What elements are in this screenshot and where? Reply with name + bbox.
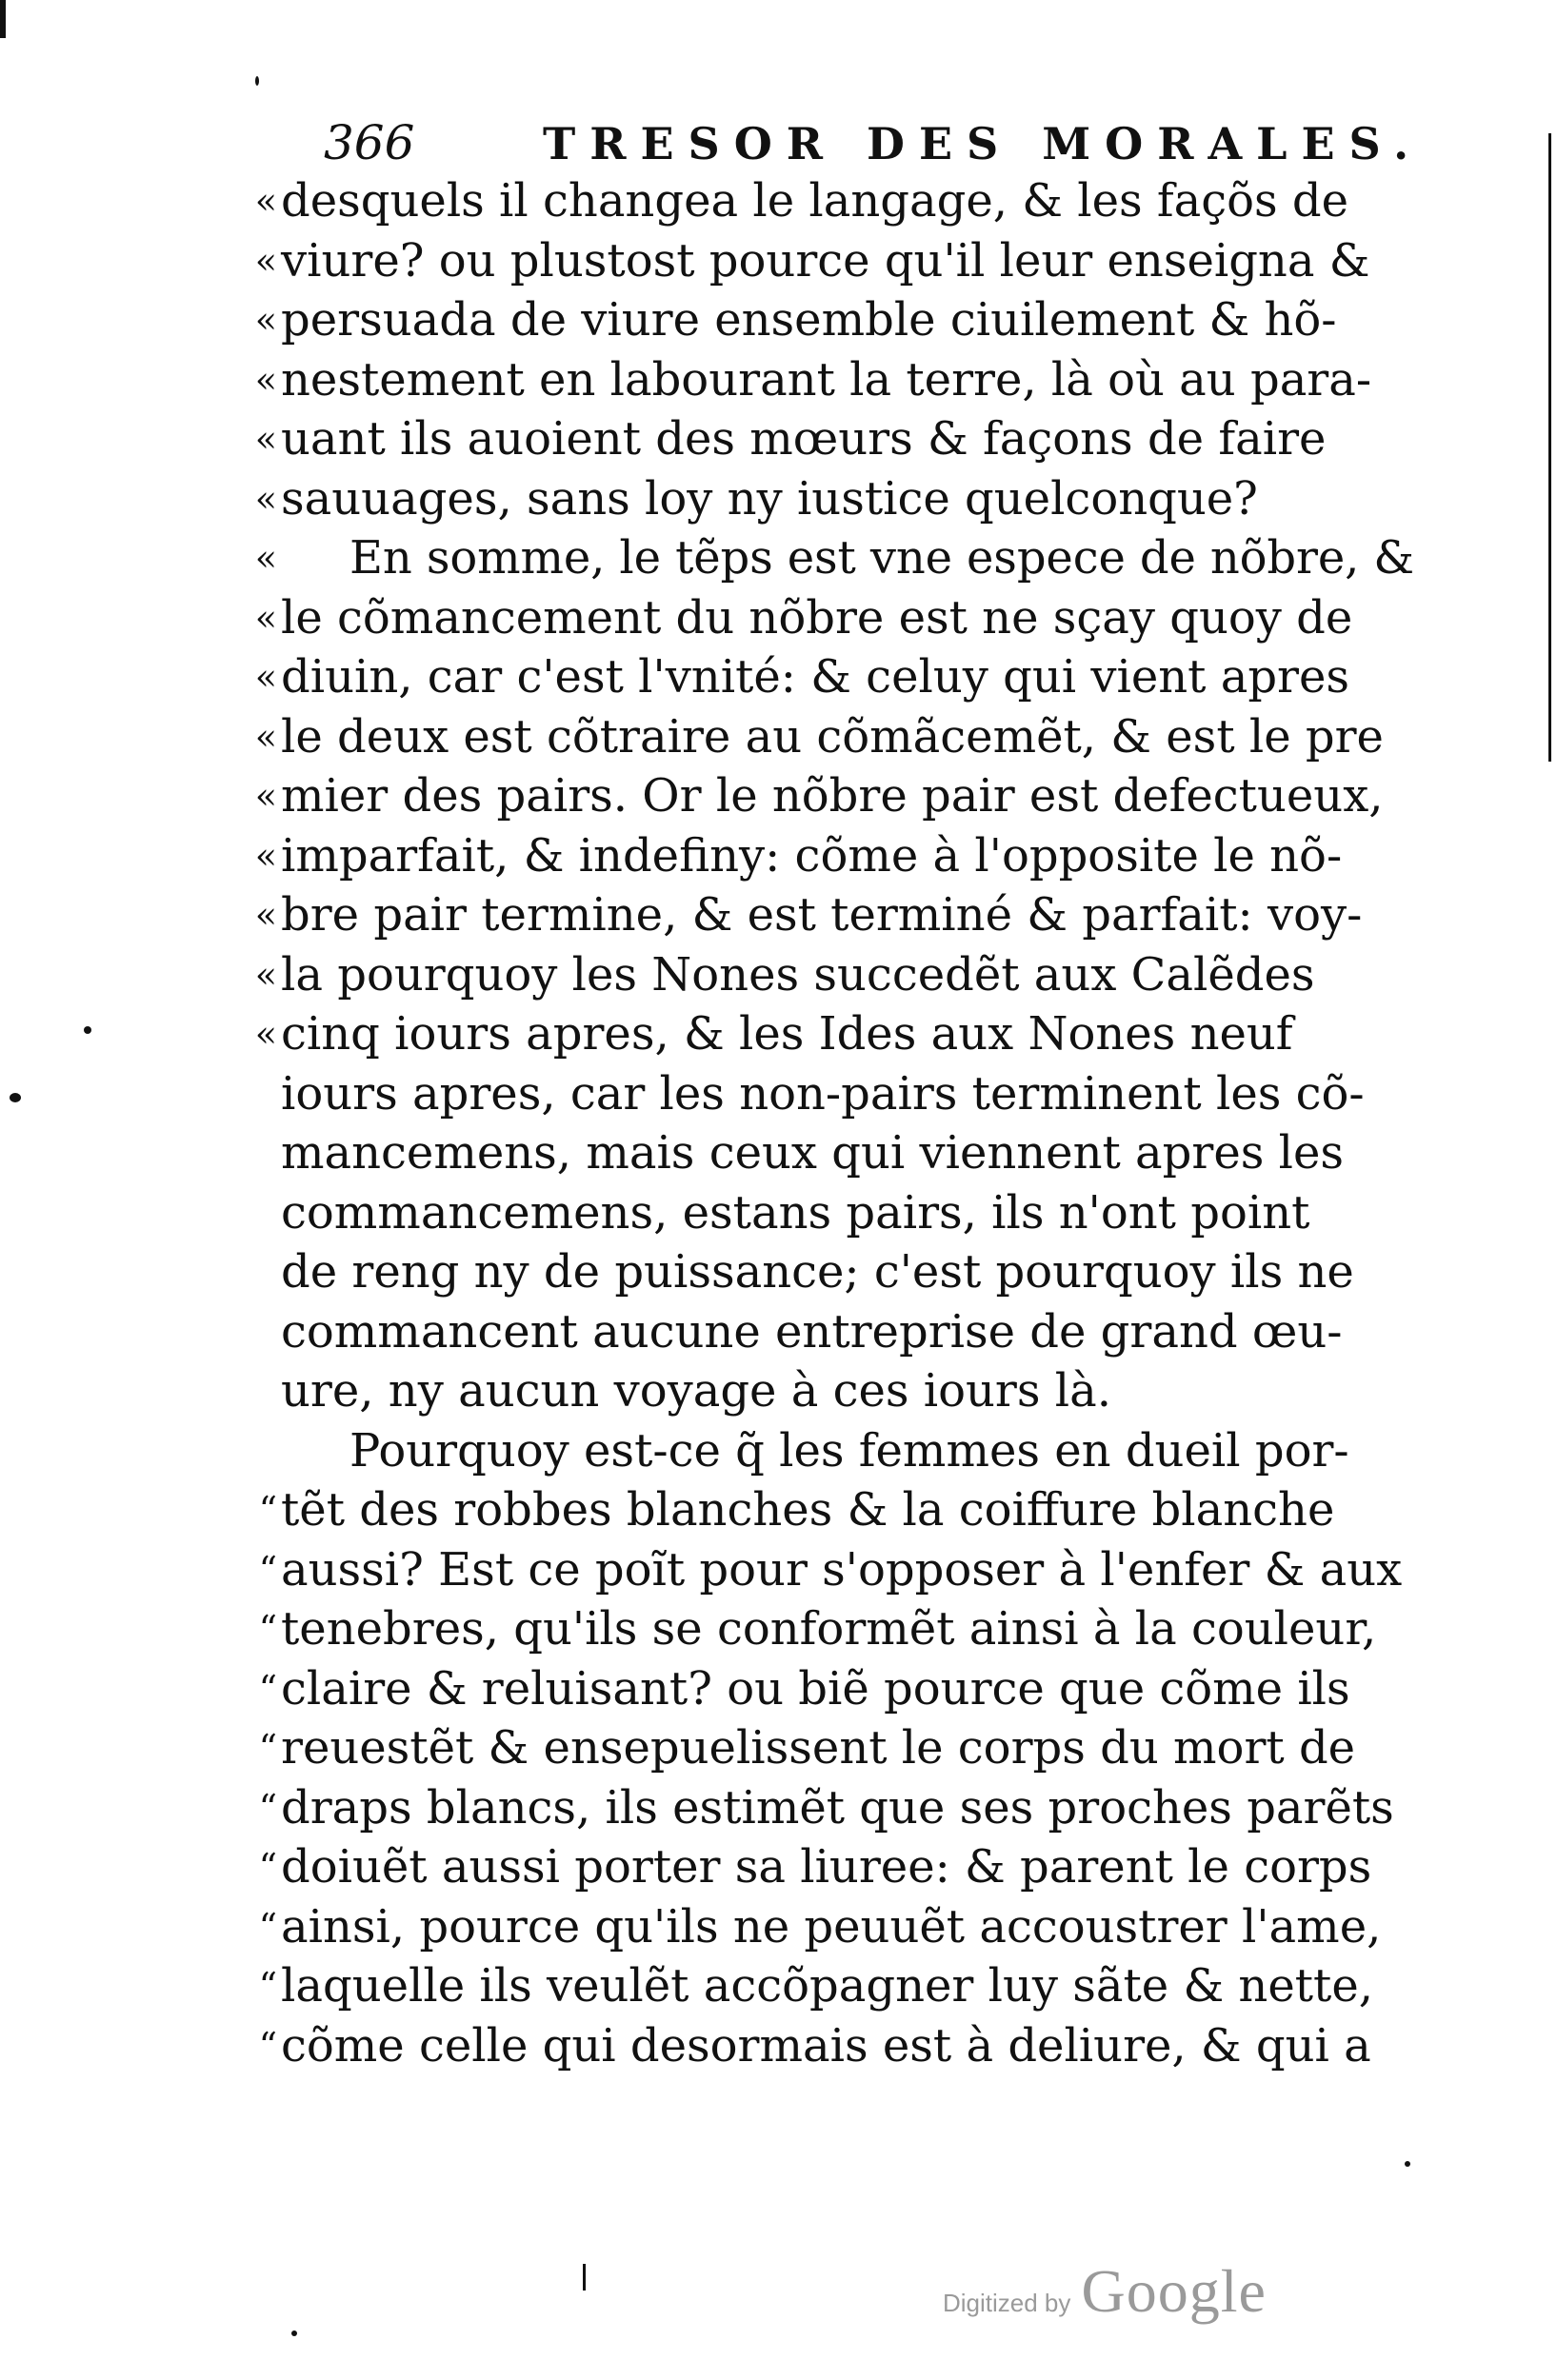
text-line: [258, 1540, 1424, 1600]
right-margin-rule: [1548, 133, 1551, 762]
text-line: [258, 1837, 1424, 1897]
quotation-marker: «: [254, 894, 277, 936]
page-number: 366: [324, 115, 415, 170]
line-text: reuestẽt & ensepuelissent le corps du mort de: [281, 1721, 1356, 1775]
text-line: [281, 1123, 1424, 1183]
line-text: uant ils auoient des mœurs & façons de faire: [281, 412, 1327, 466]
text-line: [258, 1897, 1424, 1957]
line-text: mier des pairs. Or le nõbre pair est defectueux,: [281, 769, 1384, 823]
margin-speck: [84, 1026, 91, 1034]
margin-speck: [291, 2330, 297, 2336]
text-line: [281, 1421, 1424, 1481]
margin-speck: [583, 2264, 586, 2291]
line-text: claire & reluisant? ou biẽ pource que cõme ils: [281, 1661, 1350, 1716]
text-line: [254, 290, 1424, 350]
line-text: bre pair termine, & est terminé & parfait: voy-: [281, 888, 1363, 942]
quotation-marker: “: [258, 1489, 277, 1531]
margin-speck: [1405, 2161, 1410, 2167]
line-text: viure? ou plustost pource qu'il leur enseigna &: [281, 233, 1370, 288]
page-header: [324, 112, 1424, 179]
line-text: la pourquoy les Nones succedẽt aux Calẽdes: [281, 947, 1315, 1002]
text-line: [254, 1004, 1424, 1064]
quotation-marker: “: [258, 1727, 277, 1769]
line-text: doiuẽt aussi porter sa liuree: & parent le corps: [281, 1840, 1372, 1894]
quotation-marker: «: [254, 953, 277, 996]
text-line: [258, 1956, 1424, 2016]
quotation-marker: «: [254, 656, 277, 698]
quotation-marker: “: [258, 1608, 277, 1650]
margin-speck: [255, 76, 259, 86]
left-edge-mark: [0, 0, 6, 38]
line-text: commancemens, estans pairs, ils n'ont point: [281, 1185, 1310, 1240]
text-line: [254, 945, 1424, 1005]
line-text: En somme, le tẽps est vne espece de nõbre, &: [349, 531, 1415, 585]
quotation-marker: «: [254, 418, 277, 460]
text-line: [258, 1599, 1424, 1659]
quotation-marker: “: [258, 1905, 277, 1948]
text-line: [258, 1718, 1424, 1778]
quotation-marker: «: [254, 180, 277, 222]
text-line: [258, 2016, 1424, 2076]
text-line: [281, 1064, 1424, 1124]
credit-prefix: Digitized by: [943, 2289, 1071, 2317]
quotation-marker: «: [254, 537, 277, 579]
line-text: cinq iours apres, & les Ides aux Nones neuf: [281, 1007, 1293, 1061]
text-line: [254, 409, 1424, 469]
quotation-marker: “: [258, 1786, 277, 1829]
quotation-marker: «: [254, 239, 277, 282]
line-text: tenebres, qu'ils se conformẽt ainsi à la couleur,: [281, 1602, 1377, 1656]
text-line: [254, 826, 1424, 886]
line-text: diuin, car c'est l'vnité: & celuy qui vient apres: [281, 650, 1350, 704]
quotation-marker: «: [254, 1013, 277, 1055]
text-line: [258, 1480, 1424, 1540]
line-text: le cõmancement du nõbre est ne sçay quoy de: [281, 590, 1353, 645]
line-text: desquels il changea le langage, & les façõs de: [281, 174, 1349, 228]
line-text: imparfait, & indefiny: cõme à l'opposite le nõ-: [281, 828, 1343, 883]
margin-speck: [10, 1093, 21, 1102]
line-text: mancemens, mais ceux qui viennent apres les: [281, 1126, 1345, 1180]
line-text: aussi? Est ce poĩt pour s'opposer à l'enfer & aux: [281, 1542, 1403, 1597]
text-line: [254, 469, 1424, 529]
quotation-marker: “: [258, 1965, 277, 2007]
text-line: [254, 528, 1424, 588]
quotation-marker: “: [258, 1846, 277, 1888]
line-text: cõme celle qui desormais est à deliure, & qui a: [281, 2018, 1371, 2073]
line-text: ainsi, pource qu'ils ne peuuẽt accoustrer l'ame,: [281, 1899, 1382, 1954]
running-head: TRESOR DES MORALES.: [543, 118, 1424, 169]
quotation-marker: «: [254, 299, 277, 341]
quotation-marker: “: [258, 1548, 277, 1591]
quotation-marker: «: [254, 834, 277, 877]
quotation-marker: «: [254, 775, 277, 817]
text-line: [254, 350, 1424, 410]
text-line: [258, 1659, 1424, 1719]
line-text: Pourquoy est-ce q̃ les femmes en dueil por-: [349, 1423, 1349, 1478]
text-line: [281, 1183, 1424, 1243]
text-line: [254, 588, 1424, 648]
quotation-marker: «: [254, 358, 277, 401]
line-text: laquelle ils veulẽt accõpagner luy sãte & nette,: [281, 1959, 1373, 2013]
quotation-marker: «: [254, 596, 277, 639]
line-text: persuada de viure ensemble ciuilement & hõ-: [281, 293, 1337, 347]
line-text: tẽt des robbes blanches & la coiffure blanche: [281, 1483, 1335, 1537]
credit-brand-logo: Google: [1081, 2257, 1267, 2325]
text-line: [254, 766, 1424, 826]
line-text: de reng ny de puissance; c'est pourquoy ils ne: [281, 1245, 1354, 1299]
line-text: nestement en labourant la terre, là où au para-: [281, 352, 1372, 407]
line-text: draps blancs, ils estimẽt que ses proches parẽts: [281, 1780, 1394, 1835]
text-line: [258, 1778, 1424, 1838]
text-line: [281, 1242, 1424, 1302]
text-line: [254, 647, 1424, 707]
text-line: [254, 171, 1424, 231]
quotation-marker: «: [254, 477, 277, 520]
quotation-marker: “: [258, 1667, 277, 1710]
line-text: ure, ny aucun voyage à ces iours là.: [281, 1364, 1111, 1418]
text-line: [254, 707, 1424, 767]
body-text: [254, 171, 1424, 2075]
text-line: [281, 1361, 1424, 1421]
text-line: [281, 1302, 1424, 1362]
line-text: iours apres, car les non-pairs terminent les cõ-: [281, 1066, 1365, 1121]
quotation-marker: «: [254, 715, 277, 758]
text-line: [254, 885, 1424, 945]
digitization-credit: [943, 2256, 1267, 2327]
line-text: sauuages, sans loy ny iustice quelconque?: [281, 471, 1258, 526]
quotation-marker: “: [258, 2024, 277, 2067]
text-line: [254, 231, 1424, 291]
line-text: le deux est cõtraire au cõmãcemẽt, & est le pre: [281, 709, 1384, 764]
line-text: commancent aucune entreprise de grand œu-: [281, 1304, 1343, 1359]
